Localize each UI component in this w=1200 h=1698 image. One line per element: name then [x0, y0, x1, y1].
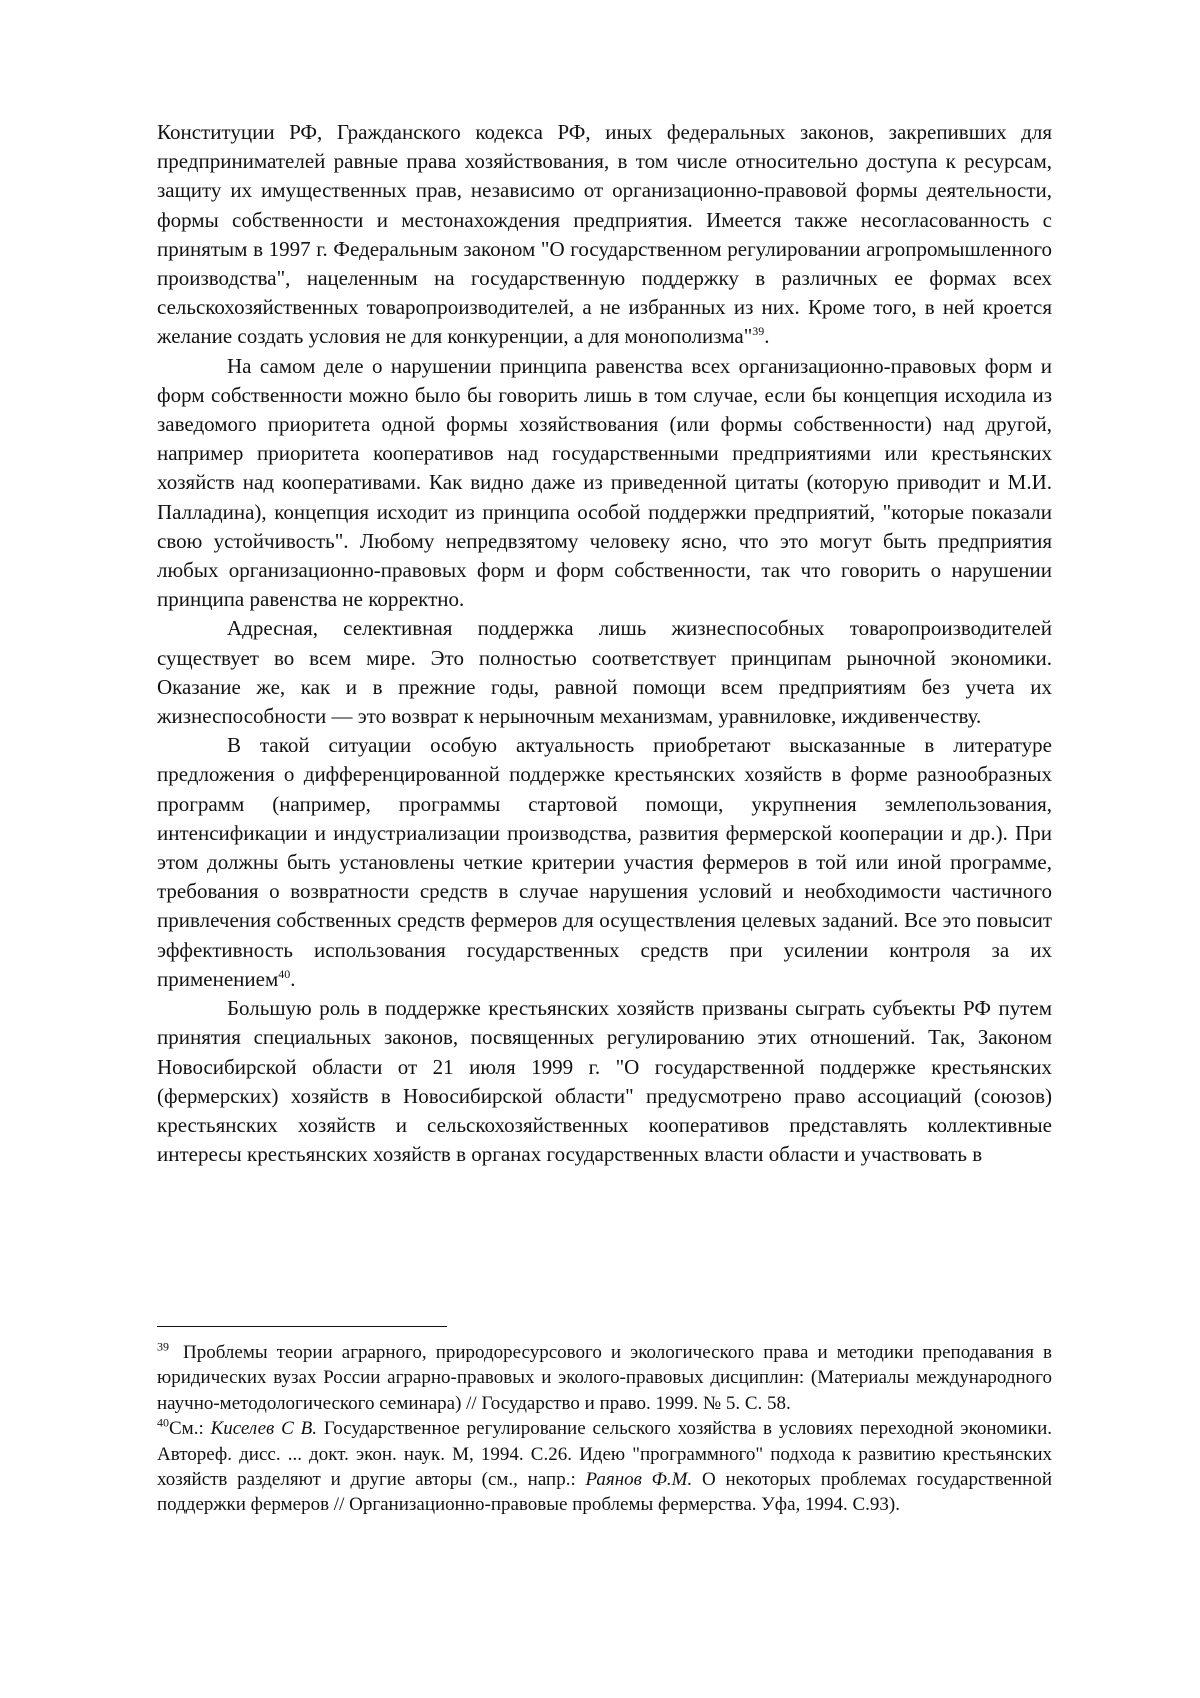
- footnote-40-text-2: О некоторых проблемах государственной поддержки фермеров // Организационно-правовые проблемы фермерства. Уфа, 1994. С.93).: [157, 1469, 1052, 1515]
- paragraph-4-text: В такой ситуации особую актуальность приобретают высказанные в литературе предложения о дифференцированной поддержке крестьянских хозяйств в форме разнообразных программ (например, программы стартовой помощи, укрупнения землепользования, интенсификации и индустриализации производства, развития фермерской кооперации и др.). При этом должны быть установлены четкие критерии участия фермеров в той или иной программе, требования о возвратности средств в случае нарушения условий и необходимости частичного привлечения собственных средств фермеров для осуществления целевых заданий. Все это повысит эффективность использования государственных средств при усилении контроля за их применением: [157, 733, 1052, 991]
- paragraph-1-text: Конституции РФ, Гражданского кодекса РФ, иных федеральных законов, закрепивших для предпринимателей равные права хозяйствования, в том числе относительно доступа к ресурсам, защиту их имущественных прав, независимо от организационно-правовой формы деятельности, формы собственности и местонахождения предприятия. Имеется также несогласованность с принятым в 1997 г. Федеральным законом "О государственном регулировании агропромышленного производства", нацеленным на государственную поддержку в различных ее формах всех сельскохозяйственных товаропроизводителей, а не избранных из них. Кроме того, в ней кроется желание создать условия не для конкуренции, а для монополизма": [157, 120, 1052, 348]
- footnote-40-number: 40: [157, 1416, 169, 1430]
- paragraph-1: [157, 118, 1052, 352]
- paragraph-1-end: .: [764, 324, 769, 348]
- footnote-40-prefix: См.:: [169, 1418, 211, 1439]
- paragraph-2-text: На самом деле о нарушении принципа равенства всех организационно-правовых форм и форм собственности можно было бы говорить лишь в том случае, если бы концепция исходила из заведомого приоритета одной формы хозяйствования (или формы собственности) над другой, например приоритета кооперативов над государственными предприятиями или крестьянских хозяйств над кооперативами. Как видно даже из приведенной цитаты (которую приводит и М.И. Палладина), концепция исходит из принципа особой поддержки предприятий, "которые показали свою устойчивость". Любому непредвзятому человеку ясно, что это могут быть предприятия любых организационно-правовых форм и форм собственности, так что говорить о нарушении принципа равенства не корректно.: [157, 354, 1052, 612]
- paragraph-2: [157, 352, 1052, 615]
- paragraph-5-text: Большую роль в поддержке крестьянских хозяйств призваны сыграть субъекты РФ путем принятия специальных законов, посвященных регулированию этих отношений. Так, Законом Новосибирской области от 21 июля 1999 г. "О государственной поддержке крестьянских (фермерских) хозяйств в Новосибирской области" предусмотрено право ассоциаций (союзов) крестьянских хозяйств и сельскохозяйственных кооперативов представлять коллективные интересы крестьянских хозяйств в органах государственных власти области и участвовать в: [157, 996, 1052, 1166]
- footnotes: [157, 1340, 1052, 1518]
- paragraph-3: [157, 614, 1052, 731]
- footnote-40-author: Киселев С В.: [211, 1418, 317, 1439]
- paragraph-4-end: .: [290, 967, 295, 991]
- footnote-40-author-2: Раянов Ф.М.: [586, 1469, 693, 1490]
- document-page: [157, 118, 1052, 1169]
- footnote-39: [157, 1340, 1052, 1416]
- footnote-39-text: Проблемы теории аграрного, природоресурсового и экологического права и методики преподавания в юридических вузах России аграрно-правовых и эколого-правовых дисциплин: (Материалы международного научно-методологического семинара) // Государство и право. 1999. № 5. С. 58.: [157, 1342, 1052, 1414]
- main-text: [157, 118, 1052, 1169]
- footnote-ref-39[interactable]: 39: [752, 324, 764, 338]
- paragraph-4: [157, 731, 1052, 994]
- paragraph-5: [157, 994, 1052, 1169]
- footnote-separator: [157, 1326, 447, 1327]
- footnote-ref-40[interactable]: 40: [278, 967, 290, 981]
- footnote-40: [157, 1416, 1052, 1518]
- paragraph-3-text: Адресная, селективная поддержка лишь жизнеспособных товаропроизводителей существует во всем мире. Это полностью соответствует принципам рыночной экономики. Оказание же, как и в прежние годы, равной помощи всем предприятиям без учета их жизнеспособности — это возврат к нерыночным механизмам, уравниловке, иждивенчеству.: [157, 616, 1052, 728]
- footnote-39-number: 39: [157, 1340, 169, 1354]
- footnote-40-text: Государственное регулирование сельского хозяйства в условиях переходной экономики. Автореф. дисс. ... докт. экон. наук. М, 1994. С.26. Идею "программного" подхода к развитию крестьянских хозяйств разделяют и другие авторы (см., напр.:: [157, 1418, 1052, 1490]
